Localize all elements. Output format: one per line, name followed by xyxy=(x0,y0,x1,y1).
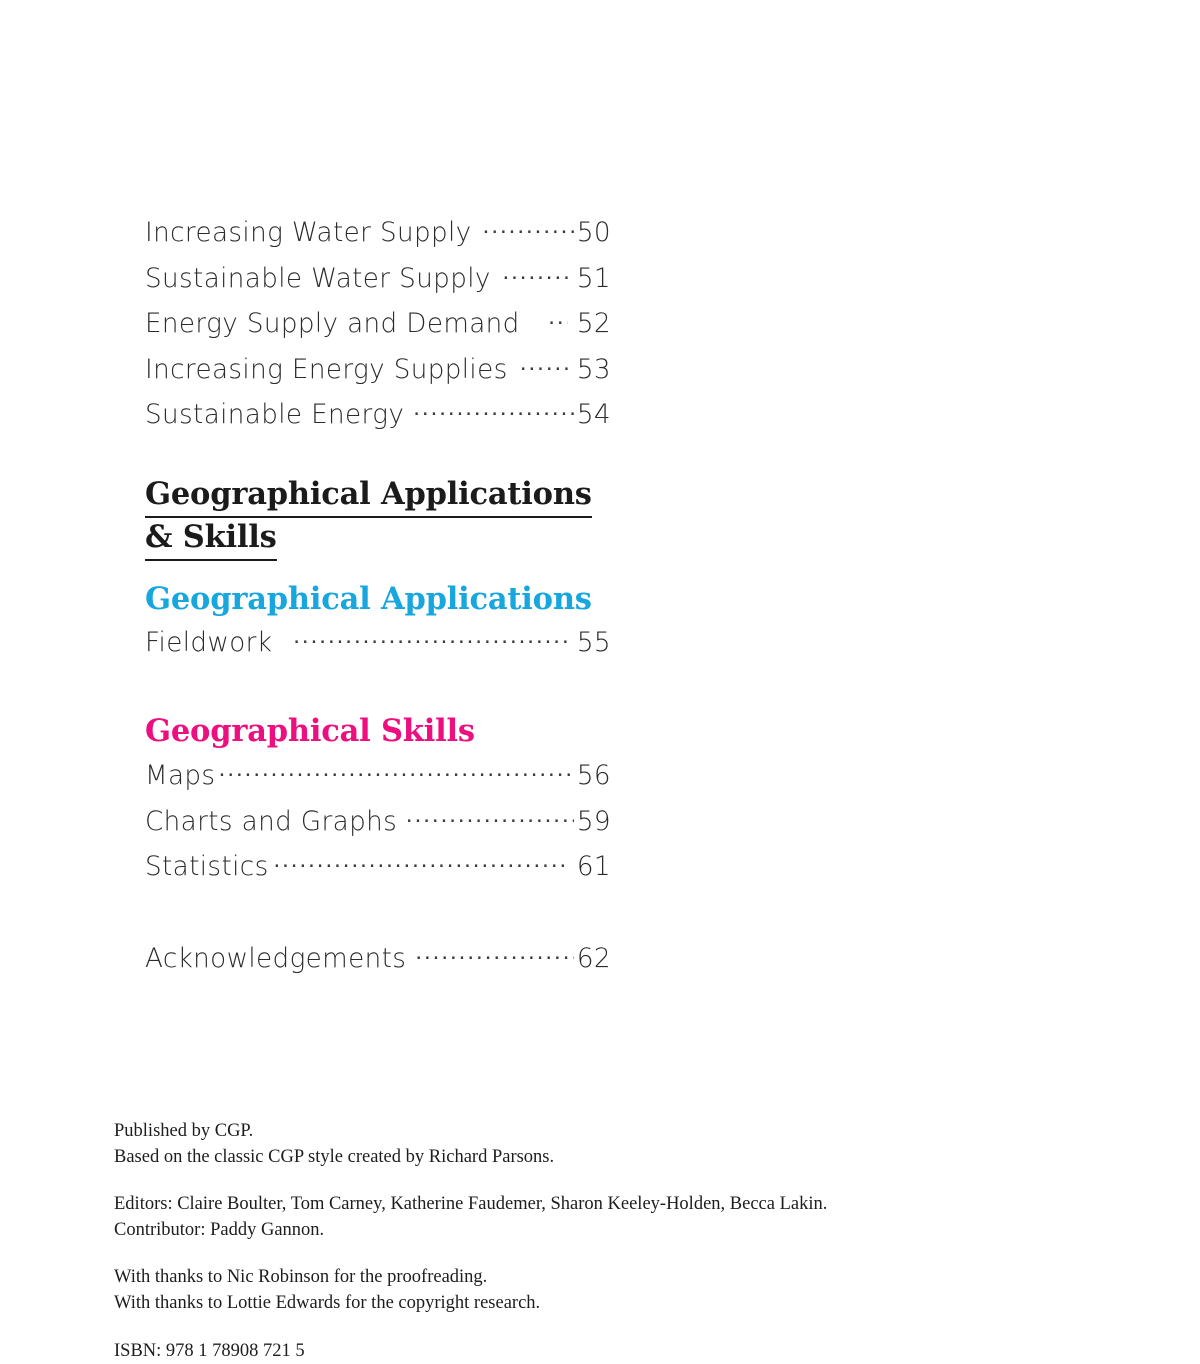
toc-entry-page: 56 xyxy=(576,760,611,791)
toc-entry-title: Sustainable Energy xyxy=(145,399,405,431)
toc-group-geographical-skills xyxy=(145,757,611,894)
thanks-copyright-line: With thanks to Lottie Edwards for the copyright research. xyxy=(114,1292,541,1313)
toc-entry[interactable] xyxy=(145,214,611,260)
toc-group-acknowledgements xyxy=(145,940,611,986)
toc-group-geographical-applications xyxy=(145,624,611,670)
toc-entry-title: Acknowledgements xyxy=(145,943,407,974)
footer-spacer xyxy=(114,1170,1014,1192)
toc-entry-page: 51 xyxy=(576,262,611,294)
toc-entry-page: 62 xyxy=(576,943,611,974)
toc-entry[interactable] xyxy=(145,803,611,849)
toc-entry[interactable] xyxy=(145,848,611,894)
section-heading-geographical-applications-and-skills xyxy=(145,475,605,561)
subsection-heading-geographical-skills: Geographical Skills xyxy=(145,713,475,749)
toc-entry-title: Sustainable Water Supply xyxy=(145,262,491,294)
toc-entry-title: Statistics xyxy=(145,851,269,883)
toc-entry-title: Maps xyxy=(145,760,216,791)
subsection-heading-geographical-applications: Geographical Applications xyxy=(145,581,592,617)
toc-entry-title: Fieldwork xyxy=(145,627,273,658)
toc-dot-leader xyxy=(548,305,568,332)
style-credit-line: Based on the classic CGP style created by Richard Parsons. xyxy=(114,1146,555,1167)
toc-entry[interactable] xyxy=(145,305,611,351)
section-heading-line-1: Geographical Applications xyxy=(145,475,605,518)
thanks-proofreading-line: With thanks to Nic Robinson for the proofreading. xyxy=(114,1267,488,1288)
toc-entry-page: 52 xyxy=(576,308,611,340)
toc-dot-leader xyxy=(415,940,574,967)
toc-dot-leader xyxy=(273,848,568,875)
toc-entry-page: 53 xyxy=(576,353,611,385)
toc-entry-page: 55 xyxy=(576,627,611,658)
imprint-block xyxy=(114,1119,1014,1364)
publisher-info xyxy=(114,1119,1014,1170)
toc-dot-leader xyxy=(413,396,574,423)
toc-entry[interactable] xyxy=(145,624,611,670)
isbn-line: ISBN: 978 1 78908 721 5 xyxy=(114,1340,305,1361)
toc-dot-leader xyxy=(502,260,568,287)
toc-dot-leader xyxy=(483,214,574,241)
footer-spacer xyxy=(114,1317,1014,1339)
toc-entry[interactable] xyxy=(145,396,611,442)
toc-entry-page: 59 xyxy=(576,805,611,837)
editors-line: Editors: Claire Boulter, Tom Carney, Katherine Faudemer, Sharon Keeley-Holden, Becca Lakin. xyxy=(114,1194,828,1215)
toc-dot-leader xyxy=(406,803,574,830)
toc-dot-leader xyxy=(520,351,574,378)
toc-entry-title: Charts and Graphs xyxy=(145,805,398,837)
toc-entry[interactable] xyxy=(145,940,611,986)
toc-entry-title: Increasing Energy Supplies xyxy=(145,353,508,385)
toc-group-physical-resources xyxy=(145,214,611,442)
footer-spacer xyxy=(114,1243,1014,1265)
toc-entry[interactable] xyxy=(145,260,611,306)
contributor-line: Contributor: Paddy Gannon. xyxy=(114,1219,325,1240)
thanks-info xyxy=(114,1265,1014,1316)
toc-entry-title: Energy Supply and Demand xyxy=(145,308,520,340)
toc-entry-page: 54 xyxy=(576,399,611,431)
toc-entry-page: 50 xyxy=(576,217,611,248)
toc-entry[interactable] xyxy=(145,351,611,397)
published-by-line: Published by CGP. xyxy=(114,1121,254,1141)
toc-dot-leader xyxy=(219,757,574,784)
toc-entry[interactable] xyxy=(145,757,611,803)
toc-entry-title: Increasing Water Supply xyxy=(145,217,472,248)
section-heading-line-2: & Skills xyxy=(145,518,605,561)
toc-dot-leader xyxy=(293,624,568,651)
toc-entry-page: 61 xyxy=(576,851,611,883)
credits-info xyxy=(114,1192,1014,1243)
